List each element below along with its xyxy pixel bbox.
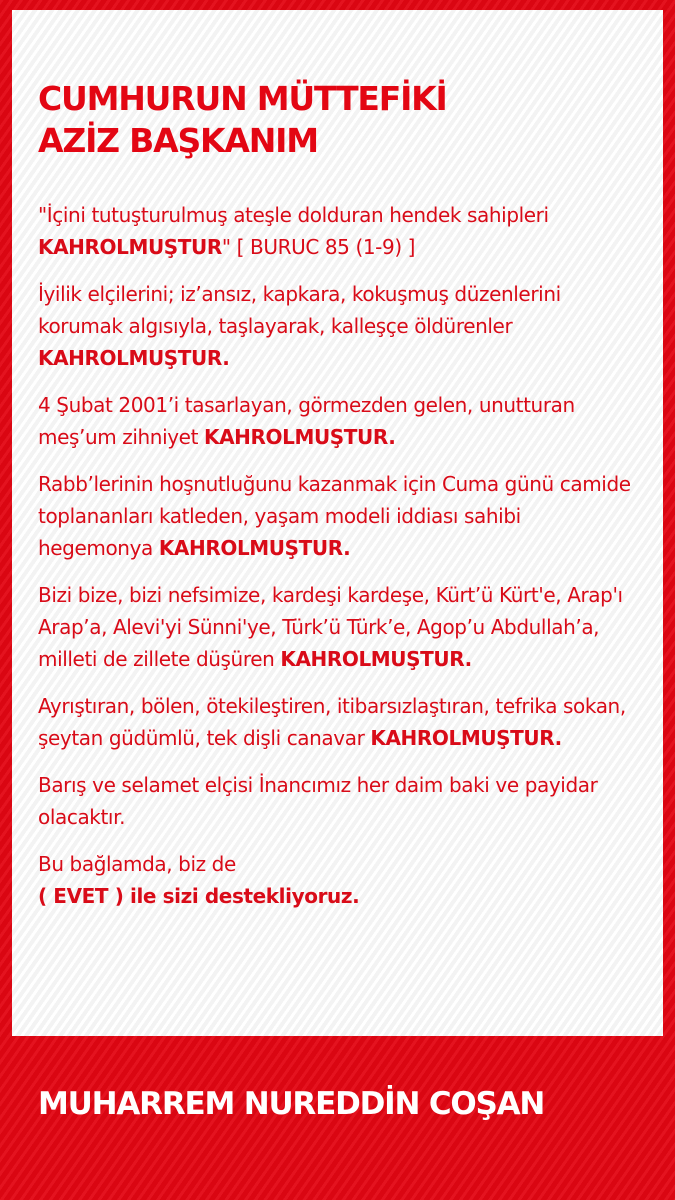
paragraph-5 xyxy=(38,579,638,675)
paragraph-5-text: Bizi bize, bizi nefsimize, kardeşi kardeşe, Kürt’ü Kürt'e, Arap'ı Arap’a, Alevi'yi Sünni'ye, Türk’ü Türk’e, Agop’u Abdullah’a, milleti de zillete düşüren xyxy=(38,583,623,671)
paragraph-4-emphasis: KAHROLMUŞTUR. xyxy=(158,536,351,560)
paragraph-8-emphasis: ( EVET ) ile sizi destekliyoruz. xyxy=(38,884,360,908)
paragraph-1-text: "İçini tutuşturulmuş ateşle dolduran hendek sahipleri xyxy=(38,203,549,227)
paragraph-7 xyxy=(38,769,638,833)
paragraph-1-reference: " [ BURUC 85 (1-9) ] xyxy=(221,235,416,259)
paragraph-6 xyxy=(38,690,638,754)
paragraph-1-emphasis: KAHROLMUŞTUR xyxy=(38,235,222,259)
paragraph-2-text: İyilik elçilerini; iz’ansız, kapkara, kokuşmuş düzenlerini korumak algısıyla, taşlayarak, kalleşçe öldürenler xyxy=(38,282,561,338)
paragraph-6-text: Ayrıştıran, bölen, ötekileştiren, itibarsızlaştıran, tefrika sokan, şeytan güdümlü, tek dişli canavar xyxy=(38,694,626,750)
paragraph-8-text: Bu bağlamda, biz de xyxy=(38,852,236,876)
headline-line-2: AZİZ BAŞKANIM xyxy=(38,121,318,160)
headline-line-1: CUMHURUN MÜTTEFİKİ xyxy=(38,79,447,118)
paragraph-4 xyxy=(38,468,638,564)
paragraph-6-emphasis: KAHROLMUŞTUR. xyxy=(370,726,562,750)
signature: MUHARREM NUREDDİN COŞAN xyxy=(38,1086,545,1122)
paragraph-3-text: 4 Şubat 2001’i tasarlayan, görmezden gelen, unutturan meş’um zihniyet xyxy=(38,393,575,449)
message-body xyxy=(38,199,638,927)
paragraph-1 xyxy=(38,199,638,263)
paragraph-4-text: Rabb’lerinin hoşnutluğunu kazanmak için Cuma günü camide toplananları katleden, yaşam modeli iddiası sahibi hegemonya xyxy=(38,472,631,560)
paragraph-3-emphasis: KAHROLMUŞTUR. xyxy=(203,425,396,449)
paragraph-7-text: Barış ve selamet elçisi İnancımız her daim baki ve payidar olacaktır. xyxy=(38,773,598,829)
paragraph-2 xyxy=(38,278,638,374)
paragraph-5-emphasis: KAHROLMUŞTUR. xyxy=(280,647,472,671)
paragraph-8 xyxy=(38,848,638,912)
headline xyxy=(38,78,447,162)
paragraph-2-emphasis: KAHROLMUŞTUR. xyxy=(38,346,230,370)
paragraph-3 xyxy=(38,389,638,453)
